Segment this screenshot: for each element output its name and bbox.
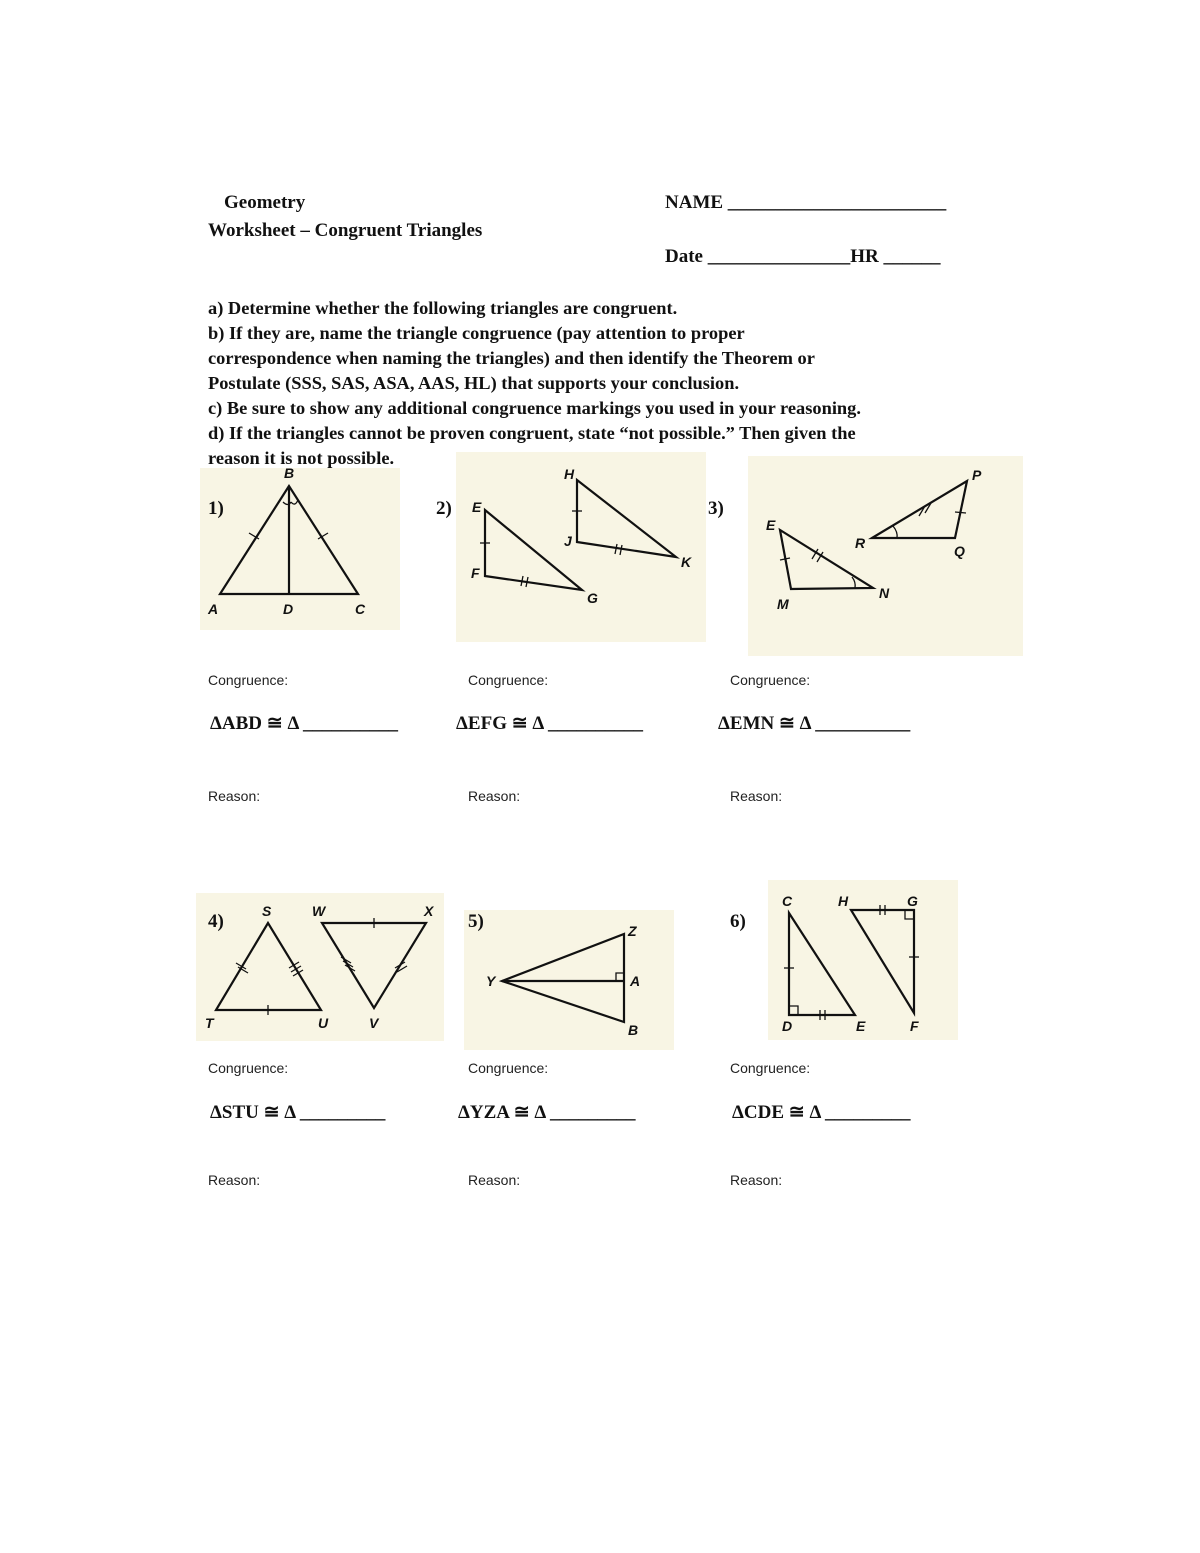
vertex-label: Z [628, 923, 637, 939]
reason-label: Reason: [468, 1172, 521, 1188]
problem-5-number: 5) [468, 911, 484, 932]
reason-label: Reason: [208, 1172, 261, 1188]
problem-6-answer[interactable]: ΔCDE ≅ Δ _________ [732, 1102, 911, 1123]
vertex-label: J [564, 533, 572, 549]
vertex-label: M [777, 596, 789, 612]
instruction-line: d) If the triangles cannot be proven congruent, state “not possible.” Then given the [208, 423, 856, 443]
vertex-label: W [312, 903, 326, 919]
vertex-label: E [856, 1018, 866, 1034]
vertex-label: A [208, 601, 219, 617]
date-hr-field[interactable]: Date _______________HR ______ [665, 246, 941, 267]
right-angle-g [905, 910, 914, 919]
vertex-label: B [628, 1022, 639, 1038]
reason-label: Reason: [208, 788, 261, 804]
vertex-label: C [355, 601, 366, 617]
problem-3-answer[interactable]: ΔEMN ≅ Δ __________ [718, 713, 911, 734]
vertex-label: D [782, 1018, 793, 1034]
problem-1-number: 1) [208, 498, 224, 519]
problem-3-number: 3) [708, 498, 724, 519]
reason-label: Reason: [730, 788, 783, 804]
vertex-label: K [681, 554, 692, 570]
congruence-label: Congruence: [468, 1060, 549, 1076]
vertex-label: P [972, 467, 982, 483]
worksheet-title: Worksheet – Congruent Triangles [208, 220, 483, 241]
vertex-label: F [471, 565, 480, 581]
vertex-label: D [283, 601, 294, 617]
name-field[interactable]: NAME _______________________ [665, 192, 947, 213]
congruence-label: Congruence: [730, 672, 811, 688]
problem-1-answer[interactable]: ΔABD ≅ Δ __________ [210, 713, 399, 734]
instruction-line: b) If they are, name the triangle congruence (pay attention to proper [208, 323, 745, 343]
congruence-label: Congruence: [730, 1060, 811, 1076]
vertex-label: F [910, 1018, 919, 1034]
reason-label: Reason: [730, 1172, 783, 1188]
vertex-label: G [587, 590, 598, 606]
vertex-label: H [564, 466, 575, 482]
triangle-hgf [851, 910, 914, 1013]
vertex-label: Q [954, 543, 965, 559]
problem-2-answer[interactable]: ΔEFG ≅ Δ __________ [456, 713, 644, 734]
instruction-line: Postulate (SSS, SAS, ASA, AAS, HL) that supports your conclusion. [208, 373, 740, 393]
vertex-label: H [838, 893, 849, 909]
subject-title: Geometry [224, 192, 306, 213]
reason-label: Reason: [468, 788, 521, 804]
vertex-label: V [369, 1015, 379, 1031]
vertex-label: G [907, 893, 918, 909]
instruction-line: a) Determine whether the following triangles are congruent. [208, 298, 678, 318]
vertex-label: C [782, 893, 793, 909]
instruction-line: c) Be sure to show any additional congruence markings you used in your reasoning. [208, 398, 861, 418]
vertex-label: R [855, 535, 866, 551]
instruction-line: correspondence when naming the triangles) and then identify the Theorem or [208, 348, 815, 368]
vertex-label: A [630, 973, 641, 989]
problem-4-number: 4) [208, 911, 224, 932]
problem-5-answer[interactable]: ΔYZA ≅ Δ _________ [458, 1102, 636, 1123]
vertex-label: Y [486, 973, 496, 989]
congruence-label: Congruence: [208, 1060, 289, 1076]
congruence-label: Congruence: [208, 672, 289, 688]
vertex-label: X [424, 903, 434, 919]
vertex-label: S [262, 903, 272, 919]
vertex-label: N [879, 585, 890, 601]
instruction-line: reason it is not possible. [208, 448, 395, 468]
triangle-cde [789, 913, 855, 1015]
vertex-label: E [472, 499, 482, 515]
vertex-label: U [318, 1015, 329, 1031]
problem-4-answer[interactable]: ΔSTU ≅ Δ _________ [210, 1102, 386, 1123]
right-angle-d [789, 1006, 798, 1015]
congruence-label: Congruence: [468, 672, 549, 688]
problem-6-number: 6) [730, 911, 746, 932]
problem-2-number: 2) [436, 498, 452, 519]
vertex-label: T [205, 1015, 214, 1031]
vertex-label: B [284, 465, 295, 481]
vertex-label: E [766, 517, 776, 533]
